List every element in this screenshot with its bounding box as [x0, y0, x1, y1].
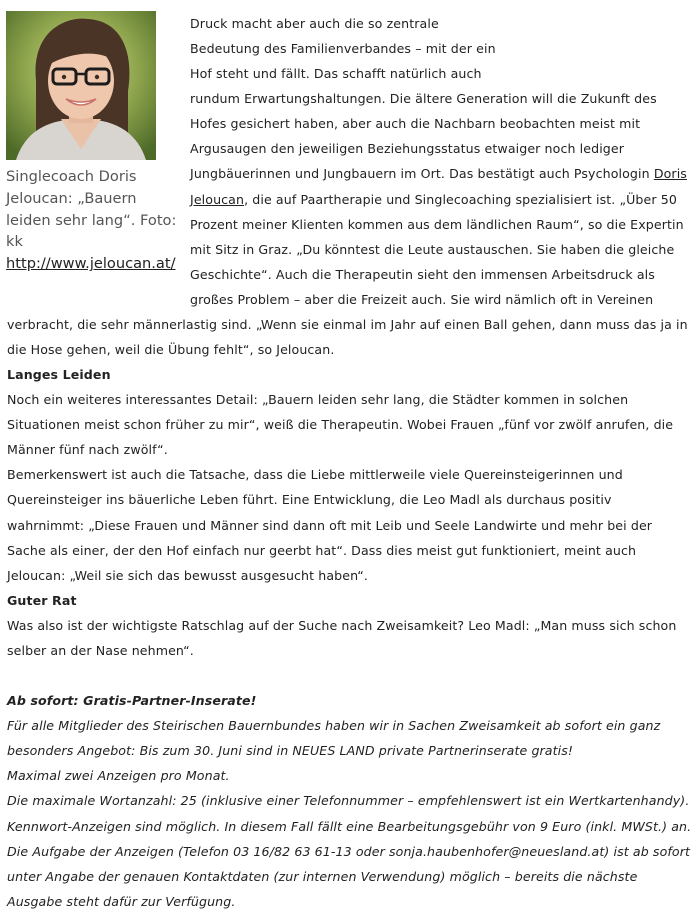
text-line: Geschichte“. Auch die Therapeutin sieht den immensen Arbeitsdruck als — [190, 266, 655, 282]
text-line: Die maximale Wortanzahl: 25 (inklusive einer Telefonnummer – empfehlenswert ist ein Wertkartenhandy). — [7, 793, 690, 809]
text-line: Für alle Mitglieder des Steirischen Bauernbundes haben wir in Sachen Zweisamkeit ab sofort ein ganz — [7, 718, 661, 734]
text-fragment: , die auf Paartherapie und Singlecoaching spezialisiert ist. „Über 50 — [244, 191, 677, 207]
offer-title: Ab sofort: Gratis-Partner-Inserate! — [7, 693, 257, 709]
article-body — [7, 11, 691, 914]
text-line: Noch ein weiteres interessantes Detail: „Bauern leiden sehr lang, die Städter kommen in solchen — [7, 392, 629, 408]
text-line: Argusaugen den jeweiligen Beziehungsstatus etwaiger noch lediger — [190, 141, 625, 157]
text-line — [7, 187, 691, 212]
text-line — [7, 161, 691, 186]
text-line: Bemerkenswert ist auch die Tatsache, dass die Liebe mittlerweile viele Quereinsteigerinnen und — [7, 467, 623, 483]
text-line: Maximal zwei Anzeigen pro Monat. — [7, 768, 230, 784]
text-line: besonders Angebot: Bis zum 30. Juni sind in NEUES LAND private Partnerinserate gratis! — [7, 743, 574, 759]
text-line: Jeloucan: „Weil sie sich das bewusst ausgesucht haben“. — [7, 567, 369, 583]
text-line: großes Problem – aber die Freizeit auch. Sie wird nämlich oft in Vereinen — [190, 291, 654, 307]
text-line: Was also ist der wichtigste Ratschlag auf der Suche nach Zweisamkeit? Leo Madl: „Man muss sich schon — [7, 617, 677, 633]
psychologist-link[interactable]: Doris — [653, 166, 687, 182]
section-heading: Guter Rat — [7, 592, 77, 608]
text-line: Kennwort-Anzeigen sind möglich. In diesem Fall fällt eine Bearbeitungsgebühr von 9 Euro (inkl. MWSt.) an. — [7, 818, 692, 834]
text-line: Hof steht und fällt. Das schafft natürlich auch — [190, 66, 482, 82]
caption-text: Singlecoach Doris Jeloucan: „Bauern leiden sehr lang“. Foto: kk — [6, 168, 177, 251]
text-line: mit Sitz in Graz. „Du könntest die Leute austauschen. Sie haben die gleiche — [190, 241, 675, 257]
text-line: Männer fünf nach zwölf“. — [7, 442, 168, 458]
text-line: Situationen meist schon früher zu mir“, weiß die Therapeutin. Wobei Frauen „fünf vor zwölf anrufen, die — [7, 417, 674, 433]
text-line: die Hose gehen, weil die Übung fehlt“, so Jeloucan. — [7, 342, 335, 358]
text-line: selber an der Nase nehmen“. — [7, 642, 194, 658]
text-line: Quereinsteiger ins bäuerliche Leben führt. Eine Entwicklung, die Leo Madl als durchaus positiv — [7, 492, 612, 508]
text-line: Hofes gesichert haben, aber auch die Nachbarn beobachten meist mit — [190, 116, 641, 132]
spacer — [7, 663, 691, 688]
text-line: Bedeutung des Familienverbandes – mit der ein — [190, 41, 496, 57]
text-line: Die Aufgabe der Anzeigen (Telefon 03 16/82 63 61-13 oder sonja.haubenhofer@neuesland.at) ist ab sofort — [7, 843, 691, 859]
text-fragment: Jungbäuerinnen und Jungbauern im Ort. Das bestätigt auch Psychologin — [190, 166, 654, 182]
psychologist-link-cont[interactable]: Jeloucan — [190, 191, 245, 207]
text-line: Prozent meiner Klienten kommen aus dem ländlichen Raum“, so die Expertin — [190, 216, 684, 232]
text-line: wahrnimmt: „Diese Frauen und Männer sind dann oft mit Leib und Seele Landwirte und mehr bei der — [7, 517, 653, 533]
caption-link[interactable]: http://www.jeloucan.at/ — [6, 255, 176, 273]
text-line: unter Angabe der genauen Kontaktdaten (zur internen Verwendung) möglich – bereits die nächste — [7, 868, 638, 884]
text-line: Ausgabe steht dafür zur Verfügung. — [7, 893, 236, 909]
text-line: Sache als einer, der den Hof einfach nur geerbt hat“. Dass dies meist gut funktioniert, meint auch — [7, 542, 637, 558]
section-heading: Langes Leiden — [7, 367, 111, 383]
text-line: Druck macht aber auch die so zentrale — [190, 16, 439, 31]
text-line: rundum Erwartungshaltungen. Die ältere Generation will die Zukunft des — [190, 91, 657, 107]
text-line: verbracht, die sehr männerlastig sind. „Wenn sie einmal im Jahr auf einen Ball gehen, dann muss das ja in — [7, 316, 688, 332]
